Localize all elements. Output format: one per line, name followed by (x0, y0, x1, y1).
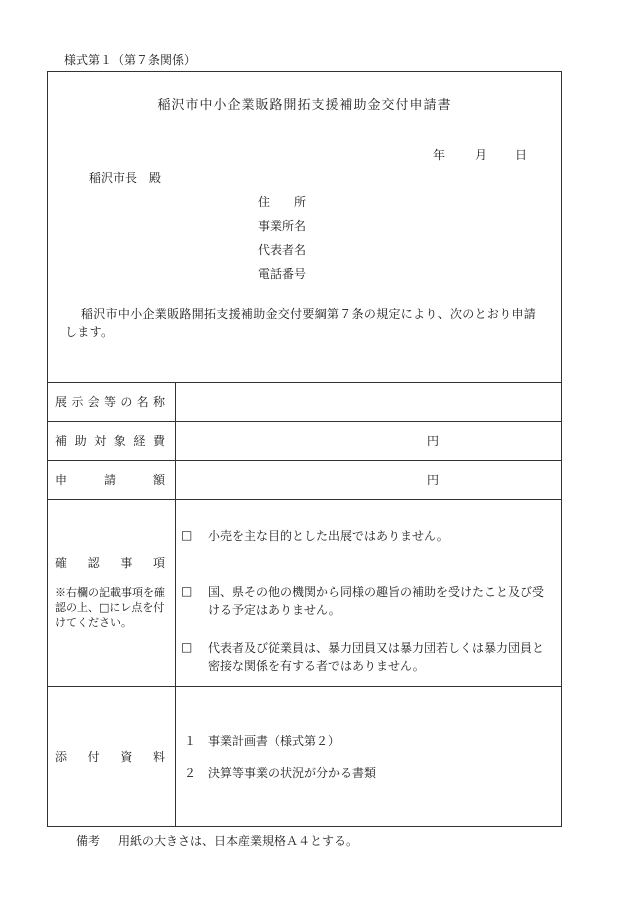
confirm-note: ※右欄の記載事項を確認の上、□にレ点を付けてください。 (55, 586, 165, 629)
attachments-label: 添 付 資 料 (55, 750, 165, 764)
confirm-item-2-text: 国、県その他の機関から同様の趣旨の補助を受けたこと及び受ける予定はありません。 (208, 585, 545, 617)
form-title: 稲沢市中小企業販路開拓支援補助金交付申請書 (157, 98, 452, 113)
address-field-label[interactable]: 住 所 (258, 195, 307, 209)
confirm-label: 確 認 事 項 (55, 556, 165, 570)
exhibition-name-input[interactable] (176, 383, 561, 421)
row-divider (47, 499, 562, 500)
confirm-checkbox-1[interactable]: □ (181, 528, 193, 542)
confirm-checkbox-2[interactable]: □ (181, 584, 193, 598)
intro-text: 稲沢市中小企業販路開拓支援補助金交付要綱第７条の規定により、次のとおり申請します。 (65, 307, 537, 339)
date-day[interactable]: 日 (515, 148, 528, 162)
remarks-label: 備考 (76, 834, 101, 848)
attachment-1-text: 事業計画書（様式第２） (208, 734, 341, 748)
representative-field-label[interactable]: 代表者名 (258, 243, 307, 257)
remarks-text: 用紙の大きさは、日本産業規格Ａ４とする。 (118, 834, 359, 848)
phone-field-label[interactable]: 電話番号 (258, 267, 307, 281)
request-amount-label: 申 請 額 (55, 473, 165, 487)
confirm-item-3-text: 代表者及び従業員は、暴力団員又は暴力団若しくは暴力団員と密接な関係を有する者ではありません。 (208, 641, 545, 673)
attachment-1-number: １ (184, 734, 197, 748)
office-name-field-label[interactable]: 事業所名 (258, 219, 307, 233)
row-divider (47, 686, 562, 687)
subsidy-cost-label: 補 助 対 象 経 費 (55, 434, 165, 448)
request-amount-unit: 円 (427, 473, 440, 487)
subsidy-cost-input[interactable] (176, 422, 561, 460)
confirm-checkbox-3[interactable]: □ (181, 640, 193, 654)
exhibition-name-label: 展 示 会 等 の 名 称 (55, 395, 165, 409)
request-amount-input[interactable] (176, 461, 561, 499)
attachment-2-text: 決算等事業の状況が分かる書類 (208, 766, 377, 780)
form-number: 様式第１（第７条関係） (64, 53, 197, 67)
addressee: 稲沢市長 殿 (89, 171, 162, 185)
confirm-item-1-text: 小売を主な目的とした出展ではありません。 (208, 529, 449, 543)
date-year[interactable]: 年 (433, 148, 446, 162)
attachment-2-number: ２ (184, 766, 197, 780)
date-month[interactable]: 月 (475, 148, 488, 162)
subsidy-cost-unit: 円 (427, 434, 440, 448)
